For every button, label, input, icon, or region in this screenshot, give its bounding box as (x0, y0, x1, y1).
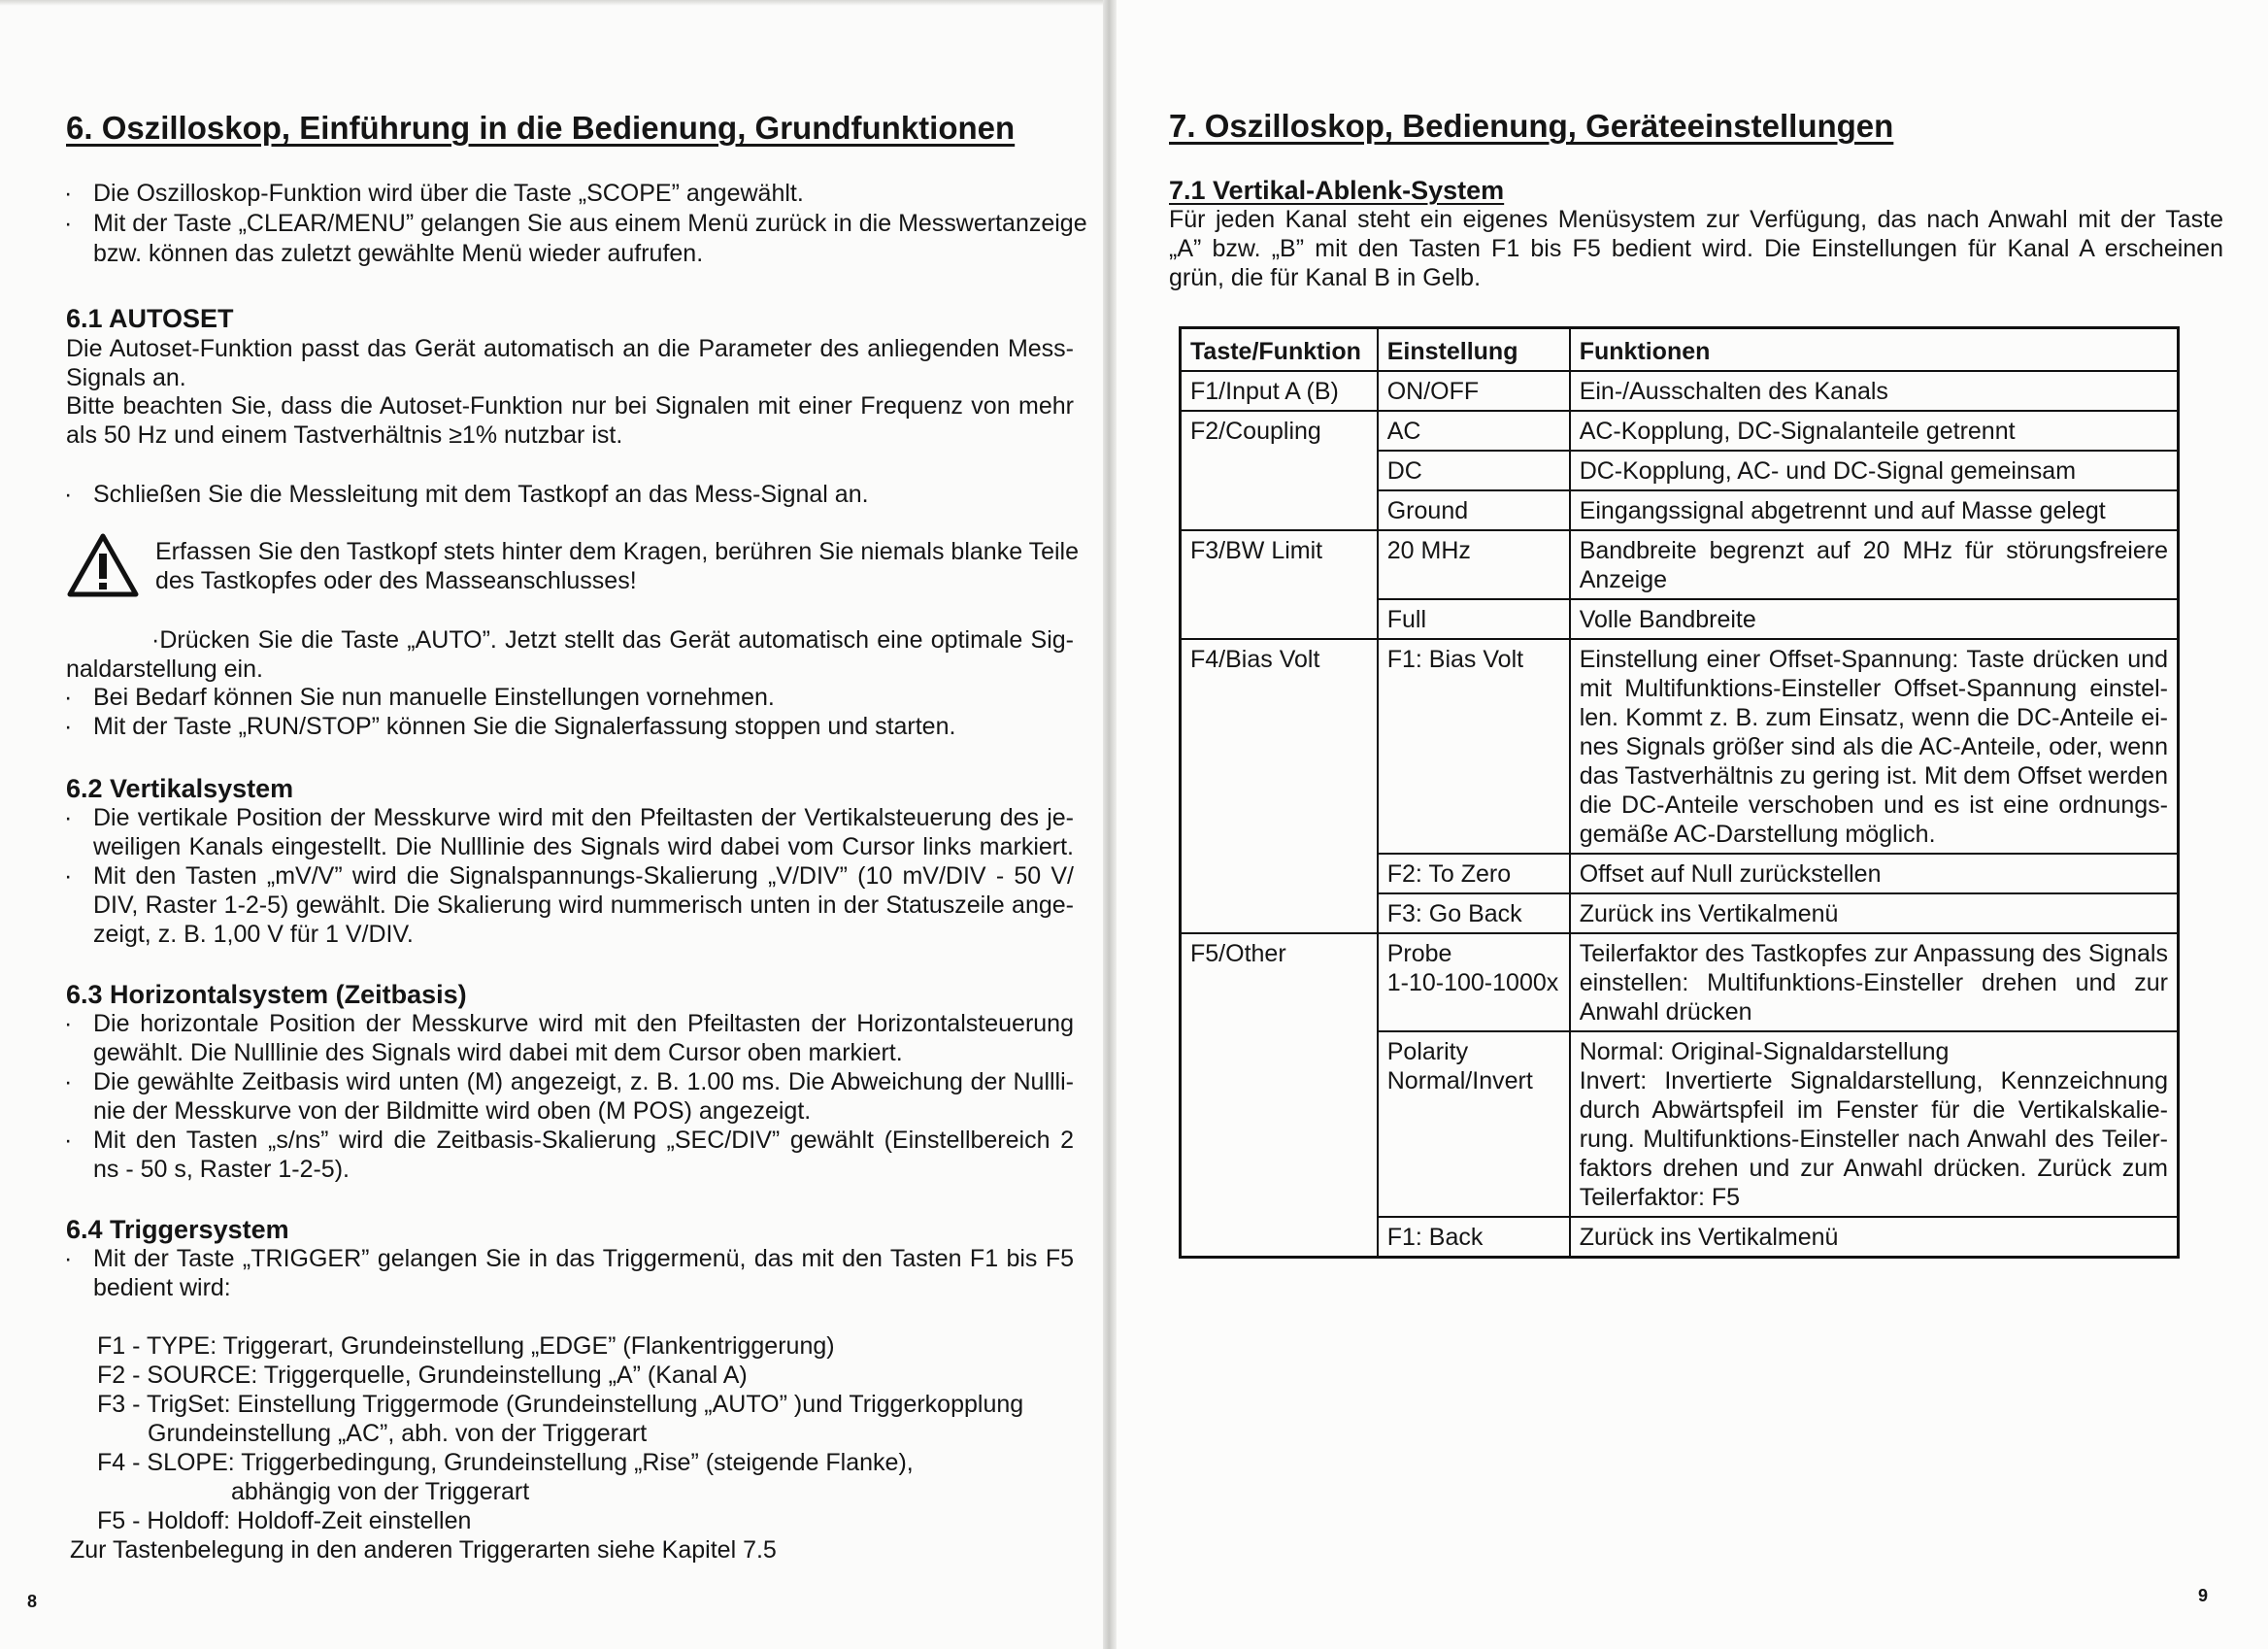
bullet: · (64, 1127, 73, 1154)
header-funktionen: Funktionen (1570, 328, 2179, 372)
function-cell (1570, 1031, 2179, 1217)
setting-cell (1378, 490, 1570, 530)
s62-line-2: weiligen Kanals eingestellt. Die Nulllinie des Signals wird dabei vom Cursor links markiert. (93, 833, 1074, 860)
s61-line-4: als 50 Hz und einem Tastverhältnis ≥1% nutzbar ist. (66, 421, 623, 449)
function-text: AC-Kopplung, DC-Signalanteile getrennt (1579, 418, 2016, 445)
header-taste-funktion: Taste/Funktion (1181, 328, 1378, 372)
table-header-row (1181, 328, 2179, 372)
bullet: · (64, 1068, 73, 1095)
intro-line-2: Mit der Taste „CLEAR/MENU” gelangen Sie aus einem Menü zurück in die Messwertanzeige (93, 210, 1087, 237)
trigger-f3: F3 - TrigSet: Einstellung Triggermode (Grundeinstellung „AUTO” )und Triggerkopplung (97, 1391, 1024, 1418)
setting-text: Probe (1386, 940, 1452, 967)
setting-cell (1378, 371, 1570, 411)
key-cell: F3/BW Limit (1181, 530, 1378, 639)
function-cell (1570, 933, 2179, 1031)
section-6-1-heading: 6.1 AUTOSET (66, 304, 234, 333)
setting-text: Ground (1386, 497, 1469, 524)
function-text: durch Abwärtspfeil im Fenster für die Vertikalskalie- (1579, 1096, 2168, 1124)
s64-line-1: Mit der Taste „TRIGGER” gelangen Sie in das Triggermenü, das mit den Tasten F1 bis F5 (93, 1245, 1074, 1272)
s64-line-2: bedient wird: (93, 1274, 231, 1301)
section-6-2-heading: 6.2 Vertikalsystem (66, 774, 294, 803)
bullet: · (64, 804, 73, 831)
setting-cell (1378, 933, 1570, 1031)
s62-line-3: Mit den Tasten „mV/V” wird die Signalspannungs-Skalierung „V/DIV” (10 mV/DIV - 50 V/ (93, 862, 1074, 890)
function-text: Zurück ins Vertikalmenü (1579, 1224, 1839, 1251)
intro-line-3: bzw. können das zuletzt gewählte Menü wieder aufrufen. (93, 240, 704, 267)
setting-text: AC (1386, 418, 1421, 445)
trigger-f4: F4 - SLOPE: Triggerbedingung, Grundeinstellung „Rise” (steigende Flanke), (97, 1449, 914, 1476)
function-cell (1570, 371, 2179, 411)
bullet: · (64, 210, 73, 237)
setting-cell (1378, 854, 1570, 893)
s71-line-1: Für jeden Kanal steht ein eigenes Menüsystem zur Verfügung, das nach Anwahl mit der Taste (1169, 206, 2223, 233)
s62-line-1: Die vertikale Position der Messkurve wird mit den Pfeiltasten der Vertikalsteuerung des je- (93, 804, 1074, 831)
function-cell (1570, 411, 2179, 451)
s61-after-line-4: Mit der Taste „RUN/STOP” können Sie die Signalerfassung stoppen und starten. (93, 713, 956, 740)
warning-line-1: Erfassen Sie den Tastkopf stets hinter dem Kragen, berühren Sie niemals blanke Teile (155, 538, 1080, 565)
s61-after-line-1: ·Drücken Sie die Taste „AUTO”. Jetzt stellt das Gerät automatisch eine optimale Sig- (151, 626, 1074, 654)
function-cell (1570, 530, 2179, 599)
s63-line-3: Die gewählte Zeitbasis wird unten (M) angezeigt, z. B. 1.00 ms. Die Abweichung der Nullli- (93, 1068, 1074, 1095)
setting-text: Normal/Invert (1386, 1067, 1533, 1094)
function-text: Einstellung einer Offset-Spannung: Taste drücken und (1579, 646, 2168, 673)
function-text: gemäße AC-Darstellung möglich. (1579, 821, 1936, 848)
s63-line-2: gewählt. Die Nulllinie des Signals wird dabei mit dem Cursor oben markiert. (93, 1039, 903, 1066)
setting-text: 1-10-100-1000x (1386, 969, 1559, 996)
section-7-1-heading: 7.1 Vertikal-Ablenk-System (1169, 176, 1505, 205)
bullet: · (64, 684, 73, 711)
function-text: Teilerfaktor: F5 (1579, 1184, 1741, 1211)
bullet: · (64, 1245, 73, 1272)
s63-line-6: ns - 50 s, Raster 1-2-5). (93, 1156, 350, 1183)
s61-line-3: Bitte beachten Sie, dass die Autoset-Funktion nur bei Signalen mit einer Frequenz von mehr (66, 392, 1074, 420)
trigger-f4-cont: abhängig von der Triggerart (231, 1478, 530, 1505)
key-cell: F5/Other (1181, 933, 1378, 1258)
s63-line-1: Die horizontale Position der Messkurve wird mit den Pfeiltasten der Horizontalsteuerung (93, 1010, 1074, 1037)
s63-line-4: nie der Messkurve von der Bildmitte wird oben (M POS) angezeigt. (93, 1097, 812, 1125)
table-row (1181, 530, 2179, 599)
setting-text: F1: Back (1386, 1224, 1484, 1251)
function-cell (1570, 599, 2179, 639)
function-text: mit Multifunktions-Einsteller Offset-Spannung einstel- (1579, 675, 2168, 702)
function-text: Offset auf Null zurückstellen (1579, 860, 1882, 888)
function-cell (1570, 893, 2179, 933)
setting-cell (1378, 530, 1570, 599)
book-gutter (1103, 0, 1117, 1649)
trigger-f1: F1 - TYPE: Triggerart, Grundeinstellung „EDGE” (Flankentriggerung) (97, 1332, 835, 1360)
function-text: Anzeige (1579, 566, 1668, 593)
function-text: Ein-/Ausschalten des Kanals (1579, 378, 1888, 405)
function-text: das Tastverhältnis zu gering ist. Mit dem Offset werden (1579, 762, 2168, 790)
function-cell (1570, 451, 2179, 490)
setting-cell (1378, 1031, 1570, 1217)
page-number-left: 8 (27, 1592, 38, 1611)
s62-line-5: zeigt, z. B. 1,00 V für 1 V/DIV. (93, 921, 414, 948)
key-cell: F1/Input A (B) (1181, 371, 1378, 411)
s61-line-1: Die Autoset-Funktion passt das Gerät automatisch an die Parameter des anliegenden Mess- (66, 335, 1074, 362)
setting-text: 20 MHz (1386, 537, 1471, 564)
function-text: einstellen: Multifunktions-Einsteller drehen und zur (1579, 969, 2168, 996)
setting-cell (1378, 1217, 1570, 1258)
trigger-f3-cont: Grundeinstellung „AC”, abh. von der Triggerart (148, 1420, 648, 1447)
vertical-settings-table (1179, 326, 2180, 1259)
section-6-3-heading: 6.3 Horizontalsystem (Zeitbasis) (66, 980, 467, 1009)
s61-bullet: Schließen Sie die Messleitung mit dem Tastkopf an das Mess-Signal an. (93, 481, 869, 508)
setting-cell (1378, 451, 1570, 490)
trigger-f2: F2 - SOURCE: Triggerquelle, Grundeinstellung „A” (Kanal A) (97, 1362, 748, 1389)
setting-text: F2: To Zero (1386, 860, 1512, 888)
bullet: · (64, 1010, 73, 1037)
setting-text: ON/OFF (1386, 378, 1480, 405)
trigger-footer: Zur Tastenbelegung in den anderen Triggerarten siehe Kapitel 7.5 (70, 1536, 777, 1564)
setting-cell (1378, 893, 1570, 933)
left-page (0, 0, 1117, 1649)
setting-cell (1378, 411, 1570, 451)
setting-text: DC (1386, 457, 1422, 485)
function-text: Invert: Invertierte Signaldarstellung, Kennzeichnung (1579, 1067, 2168, 1094)
table-row (1181, 411, 2179, 451)
table-row (1181, 933, 2179, 1031)
bullet: · (64, 862, 73, 890)
page-number-right: 9 (2198, 1586, 2209, 1605)
setting-text: F3: Go Back (1386, 900, 1522, 927)
s62-line-4: DIV, Raster 1-2-5) gewählt. Die Skalierung wird nummerisch unten in der Statuszeile ange- (93, 892, 1074, 919)
function-text: Normal: Original-Signaldarstellung (1579, 1038, 1950, 1065)
setting-text: Polarity (1386, 1038, 1469, 1065)
function-text: die DC-Anteile verschoben und es ist eine ordnungs- (1579, 791, 2168, 819)
function-text: faktors drehen und zur Anwahl drücken. Zurück zum (1579, 1155, 2168, 1182)
function-text: Zurück ins Vertikalmenü (1579, 900, 1839, 927)
function-cell (1570, 490, 2179, 530)
chapter-7-title: 7. Oszilloskop, Bedienung, Geräteeinstellungen (1169, 108, 1894, 144)
key-cell: F4/Bias Volt (1181, 639, 1378, 933)
intro-line-1: Die Oszilloskop-Funktion wird über die Taste „SCOPE” angewählt. (93, 180, 804, 207)
setting-cell (1378, 639, 1570, 854)
table-row (1181, 371, 2179, 411)
header-einstellung: Einstellung (1378, 328, 1570, 372)
function-text: Volle Bandbreite (1579, 606, 1756, 633)
s71-line-2: „A” bzw. „B” mit den Tasten F1 bis F5 bedient wird. Die Einstellungen für Kanal A erscheinen (1169, 235, 2223, 262)
setting-text: Full (1386, 606, 1427, 633)
section-6-4-heading: 6.4 Triggersystem (66, 1215, 289, 1244)
function-text: Teilerfaktor des Tastkopfes zur Anpassung des Signals (1579, 940, 2168, 967)
key-cell: F2/Coupling (1181, 411, 1378, 530)
s71-line-3: grün, die für Kanal B in Gelb. (1169, 264, 1482, 291)
function-text: Anwahl drücken (1579, 998, 1752, 1026)
function-text: DC-Kopplung, AC- und DC-Signal gemeinsam (1579, 457, 2077, 485)
table-row (1181, 639, 2179, 854)
trigger-f5: F5 - Holdoff: Holdoff-Zeit einstellen (97, 1507, 472, 1534)
bullet: · (64, 713, 73, 740)
function-text: nes Signals größer sind als die AC-Anteile, oder, wenn (1579, 733, 2168, 760)
bullet: · (64, 180, 73, 207)
chapter-6-title: 6. Oszilloskop, Einführung in die Bedienung, Grundfunktionen (66, 110, 1016, 146)
s61-after-line-2: naldarstellung ein. (66, 656, 263, 683)
function-cell (1570, 639, 2179, 854)
s61-line-2: Signals an. (66, 364, 186, 391)
function-text: rung. Multifunktions-Einsteller nach Anwahl des Teiler- (1579, 1126, 2168, 1153)
s63-line-5: Mit den Tasten „s/ns” wird die Zeitbasis-Skalierung „SEC/DIV” gewählt (Einstellbereich 2 (93, 1127, 1074, 1154)
s61-after-line-3: Bei Bedarf können Sie nun manuelle Einstellungen vornehmen. (93, 684, 775, 711)
setting-text: F1: Bias Volt (1386, 646, 1524, 673)
function-cell (1570, 1217, 2179, 1258)
bullet: · (64, 481, 73, 508)
warning-triangle-icon (66, 532, 140, 598)
setting-cell (1378, 599, 1570, 639)
warning-line-2: des Tastkopfes oder des Masseanschlusses! (155, 567, 637, 594)
function-text: len. Kommt z. B. zum Einsatz, wenn die DC-Anteile ei- (1579, 704, 2168, 731)
function-text: Eingangssignal abgetrennt und auf Masse gelegt (1579, 497, 2106, 524)
function-cell (1570, 854, 2179, 893)
function-text: Bandbreite begrenzt auf 20 MHz für störungsfreiere (1579, 537, 2168, 564)
